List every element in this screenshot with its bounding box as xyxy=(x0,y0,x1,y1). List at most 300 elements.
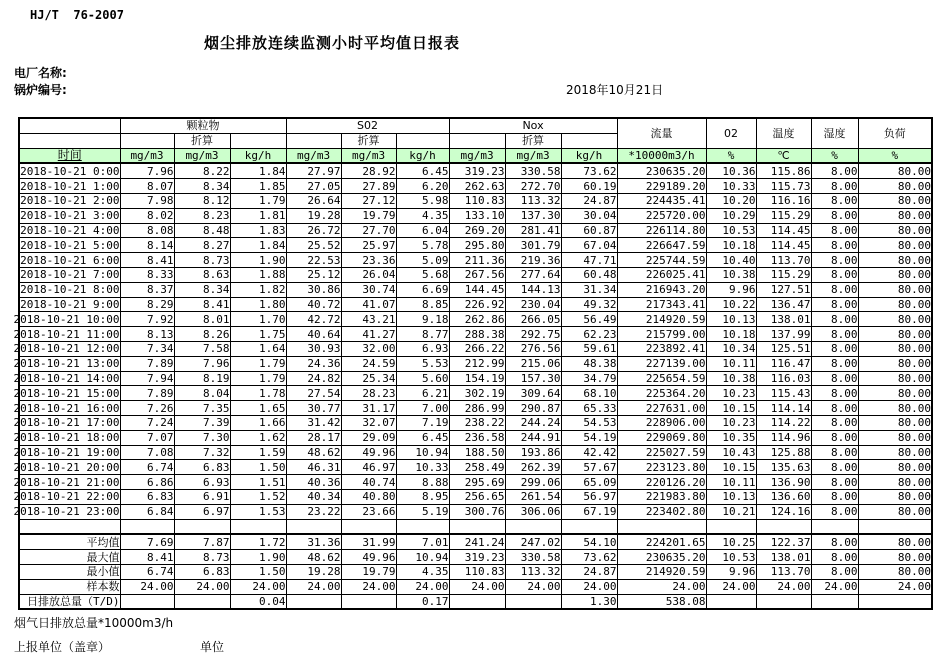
converted-header-nox: 折算 xyxy=(505,133,561,148)
value-cell: 8.26 xyxy=(174,327,230,342)
value-cell: 48.62 xyxy=(286,550,341,565)
value-cell: 230.04 xyxy=(505,297,561,312)
value-cell: 262.86 xyxy=(449,312,505,327)
value-cell: 226.92 xyxy=(449,297,505,312)
value-cell: 80.00 xyxy=(858,267,932,282)
value-cell: 60.48 xyxy=(561,267,617,282)
value-cell: 114.45 xyxy=(756,238,811,253)
value-cell: 24.59 xyxy=(341,356,396,371)
table-row xyxy=(19,564,932,579)
value-cell: 48.38 xyxy=(561,356,617,371)
value-cell: 10.13 xyxy=(706,489,756,504)
value-cell: 43.21 xyxy=(341,312,396,327)
value-cell xyxy=(706,594,756,609)
value-cell: 157.30 xyxy=(505,371,561,386)
value-cell: 136.60 xyxy=(756,489,811,504)
value-cell: 7.34 xyxy=(120,341,174,356)
value-cell: 80.00 xyxy=(858,534,932,549)
value-cell: 67.04 xyxy=(561,238,617,253)
value-cell: 4.35 xyxy=(396,208,449,223)
value-cell: 10.15 xyxy=(706,460,756,475)
table-row xyxy=(19,238,932,253)
value-cell: 8.00 xyxy=(811,430,858,445)
value-cell: 46.31 xyxy=(286,460,341,475)
value-cell: 8.23 xyxy=(174,208,230,223)
value-cell: 80.00 xyxy=(858,475,932,490)
value-cell: 7.98 xyxy=(120,193,174,208)
value-cell: 80.00 xyxy=(858,386,932,401)
value-cell: 8.00 xyxy=(811,564,858,579)
value-cell: 10.36 xyxy=(706,163,756,178)
value-cell: 0.17 xyxy=(396,594,449,609)
table-row xyxy=(19,401,932,416)
value-cell: 286.99 xyxy=(449,401,505,416)
value-cell: 8.41 xyxy=(120,550,174,565)
value-cell: 8.73 xyxy=(174,253,230,268)
value-cell: 224435.41 xyxy=(617,193,706,208)
summary-label: 日排放总量（T/D) xyxy=(19,594,120,609)
value-cell: 244.91 xyxy=(505,430,561,445)
table-row xyxy=(19,386,932,401)
time-cell: 2018-10-21 19:00 xyxy=(13,445,120,459)
value-cell: 1.83 xyxy=(230,223,286,238)
value-cell: 137.99 xyxy=(756,327,811,342)
value-cell: 73.62 xyxy=(561,550,617,565)
unit-cell: mg/m3 xyxy=(286,148,341,163)
value-cell: 80.00 xyxy=(858,253,932,268)
value-cell: 8.48 xyxy=(174,223,230,238)
value-cell: 8.12 xyxy=(174,193,230,208)
table-row xyxy=(19,534,932,549)
value-cell: 8.00 xyxy=(811,534,858,549)
unit-cell: % xyxy=(858,148,932,163)
value-cell: 226114.80 xyxy=(617,223,706,238)
value-cell xyxy=(811,519,858,534)
value-cell: 8.00 xyxy=(811,238,858,253)
value-cell: 28.92 xyxy=(341,163,396,178)
value-cell: 40.74 xyxy=(341,475,396,490)
value-cell: 80.00 xyxy=(858,327,932,342)
standard-code: HJ/T 76-2007 xyxy=(30,8,124,22)
value-cell: 258.49 xyxy=(449,460,505,475)
value-cell: 115.29 xyxy=(756,267,811,282)
table-row xyxy=(19,179,932,194)
value-cell: 5.53 xyxy=(396,356,449,371)
value-cell: 1.81 xyxy=(230,208,286,223)
value-cell: 80.00 xyxy=(858,415,932,430)
value-cell: 10.94 xyxy=(396,550,449,565)
value-cell: 288.38 xyxy=(449,327,505,342)
value-cell: 80.00 xyxy=(858,564,932,579)
table-row xyxy=(19,312,932,327)
value-cell: 225027.59 xyxy=(617,445,706,460)
value-cell: 10.33 xyxy=(706,179,756,194)
value-cell xyxy=(174,594,230,609)
time-cell: 2018-10-21 7:00 xyxy=(20,268,120,282)
value-cell: 10.25 xyxy=(706,534,756,549)
unit-cell: kg/h xyxy=(230,148,286,163)
value-cell: 8.00 xyxy=(811,297,858,312)
value-cell: 8.77 xyxy=(396,327,449,342)
value-cell: 6.93 xyxy=(174,475,230,490)
value-cell: 30.74 xyxy=(341,282,396,297)
value-cell: 7.58 xyxy=(174,341,230,356)
value-cell: 1.59 xyxy=(230,445,286,460)
value-cell: 8.00 xyxy=(811,489,858,504)
value-cell: 40.80 xyxy=(341,489,396,504)
value-cell: 1.30 xyxy=(561,594,617,609)
col-header-load: 负荷 xyxy=(858,118,932,148)
value-cell: 1.90 xyxy=(230,550,286,565)
value-cell: 8.08 xyxy=(120,223,174,238)
value-cell xyxy=(505,519,561,534)
value-cell: 262.39 xyxy=(505,460,561,475)
value-cell: 40.34 xyxy=(286,489,341,504)
value-cell: 115.29 xyxy=(756,208,811,223)
value-cell: 7.39 xyxy=(174,415,230,430)
value-cell: 24.00 xyxy=(561,579,617,594)
value-cell: 40.64 xyxy=(286,327,341,342)
value-cell: 8.00 xyxy=(811,475,858,490)
value-cell: 302.19 xyxy=(449,386,505,401)
value-cell: 113.70 xyxy=(756,253,811,268)
value-cell: 42.42 xyxy=(561,445,617,460)
value-cell: 6.74 xyxy=(120,564,174,579)
value-cell: 6.83 xyxy=(174,460,230,475)
value-cell: 144.45 xyxy=(449,282,505,297)
value-cell: 27.05 xyxy=(286,179,341,194)
value-cell: 27.70 xyxy=(341,223,396,238)
time-cell: 2018-10-21 16:00 xyxy=(13,401,120,415)
value-cell: 80.00 xyxy=(858,223,932,238)
value-cell: 221983.80 xyxy=(617,489,706,504)
time-cell: 2018-10-21 5:00 xyxy=(20,238,120,252)
monitoring-table xyxy=(13,117,933,610)
value-cell: 62.23 xyxy=(561,327,617,342)
value-cell: 212.99 xyxy=(449,356,505,371)
value-cell: 19.79 xyxy=(341,564,396,579)
value-cell: 1.79 xyxy=(230,371,286,386)
value-cell: 113.32 xyxy=(505,193,561,208)
time-header-cell: 时间 xyxy=(19,148,120,163)
value-cell: 56.49 xyxy=(561,312,617,327)
value-cell: 1.88 xyxy=(230,267,286,282)
value-cell: 225654.59 xyxy=(617,371,706,386)
value-cell: 7.01 xyxy=(396,534,449,549)
value-cell: 114.14 xyxy=(756,401,811,416)
value-cell: 10.11 xyxy=(706,356,756,371)
value-cell: 19.28 xyxy=(286,564,341,579)
table-row xyxy=(19,445,932,460)
value-cell: 7.00 xyxy=(396,401,449,416)
value-cell: 127.51 xyxy=(756,282,811,297)
value-cell: 6.69 xyxy=(396,282,449,297)
value-cell: 80.00 xyxy=(858,179,932,194)
value-cell: 1.50 xyxy=(230,460,286,475)
table-row xyxy=(19,193,932,208)
value-cell: 8.00 xyxy=(811,504,858,519)
time-cell: 2018-10-21 23:00 xyxy=(13,505,120,519)
value-cell: 226647.59 xyxy=(617,238,706,253)
value-cell: 26.04 xyxy=(341,267,396,282)
value-cell: 65.09 xyxy=(561,475,617,490)
value-cell: 27.54 xyxy=(286,386,341,401)
corner-cell xyxy=(19,133,120,148)
value-cell: 8.00 xyxy=(811,179,858,194)
value-cell: 8.22 xyxy=(174,163,230,178)
time-cell: 2018-10-21 6:00 xyxy=(20,253,120,267)
value-cell: 276.56 xyxy=(505,341,561,356)
value-cell: 80.00 xyxy=(858,163,932,178)
value-cell: 113.32 xyxy=(505,564,561,579)
value-cell: 138.01 xyxy=(756,550,811,565)
unit-cell: mg/m3 xyxy=(505,148,561,163)
value-cell xyxy=(561,519,617,534)
value-cell: 266.05 xyxy=(505,312,561,327)
value-cell: 8.41 xyxy=(174,297,230,312)
value-cell: 122.37 xyxy=(756,534,811,549)
value-cell xyxy=(449,519,505,534)
value-cell: 266.22 xyxy=(449,341,505,356)
value-cell: 8.00 xyxy=(811,341,858,356)
time-cell: 2018-10-21 3:00 xyxy=(20,209,120,223)
value-cell: 54.19 xyxy=(561,430,617,445)
value-cell: 60.87 xyxy=(561,223,617,238)
value-cell: 8.00 xyxy=(811,460,858,475)
table-row xyxy=(19,163,932,178)
value-cell: 7.96 xyxy=(174,356,230,371)
value-cell: 228906.00 xyxy=(617,415,706,430)
value-cell: 299.06 xyxy=(505,475,561,490)
value-cell: 80.00 xyxy=(858,238,932,253)
value-cell: 31.17 xyxy=(341,401,396,416)
value-cell: 49.32 xyxy=(561,297,617,312)
value-cell: 6.45 xyxy=(396,163,449,178)
value-cell: 29.09 xyxy=(341,430,396,445)
time-cell: 2018-10-21 13:00 xyxy=(13,357,120,371)
value-cell: 10.23 xyxy=(706,415,756,430)
value-cell: 1.50 xyxy=(230,564,286,579)
value-cell: 223402.80 xyxy=(617,504,706,519)
value-cell: 0.04 xyxy=(230,594,286,609)
unit-cell: *10000m3/h xyxy=(617,148,706,163)
value-cell: 7.32 xyxy=(174,445,230,460)
table-row xyxy=(19,430,932,445)
value-cell: 10.38 xyxy=(706,267,756,282)
empty-cell xyxy=(19,519,120,534)
value-cell: 80.00 xyxy=(858,282,932,297)
value-cell: 8.07 xyxy=(120,179,174,194)
value-cell: 8.02 xyxy=(120,208,174,223)
value-cell: 115.73 xyxy=(756,179,811,194)
value-cell: 1.79 xyxy=(230,193,286,208)
unit-cell: ℃ xyxy=(756,148,811,163)
unit-cell: mg/m3 xyxy=(341,148,396,163)
value-cell: 215799.00 xyxy=(617,327,706,342)
value-cell: 290.87 xyxy=(505,401,561,416)
value-cell: 224201.65 xyxy=(617,534,706,549)
value-cell: 7.92 xyxy=(120,312,174,327)
value-cell: 41.27 xyxy=(341,327,396,342)
time-cell: 2018-10-21 14:00 xyxy=(13,371,120,385)
value-cell: 1.52 xyxy=(230,489,286,504)
value-cell: 7.96 xyxy=(120,163,174,178)
unit-cell: % xyxy=(706,148,756,163)
value-cell: 28.17 xyxy=(286,430,341,445)
value-cell: 217343.41 xyxy=(617,297,706,312)
value-cell: 1.66 xyxy=(230,415,286,430)
value-cell: 10.43 xyxy=(706,445,756,460)
value-cell: 1.64 xyxy=(230,341,286,356)
value-cell: 67.19 xyxy=(561,504,617,519)
value-cell: 31.99 xyxy=(341,534,396,549)
value-cell: 10.18 xyxy=(706,327,756,342)
value-cell: 154.19 xyxy=(449,371,505,386)
unit-cell: % xyxy=(811,148,858,163)
value-cell: 1.84 xyxy=(230,238,286,253)
value-cell: 309.64 xyxy=(505,386,561,401)
value-cell: 295.80 xyxy=(449,238,505,253)
value-cell xyxy=(286,519,341,534)
value-cell: 54.10 xyxy=(561,534,617,549)
value-cell: 8.01 xyxy=(174,312,230,327)
time-cell: 2018-10-21 11:00 xyxy=(13,327,120,341)
table-row xyxy=(19,327,932,342)
value-cell: 27.97 xyxy=(286,163,341,178)
value-cell: 8.14 xyxy=(120,238,174,253)
value-cell: 1.80 xyxy=(230,297,286,312)
value-cell: 57.67 xyxy=(561,460,617,475)
value-cell: 24.87 xyxy=(561,193,617,208)
value-cell: 8.13 xyxy=(120,327,174,342)
value-cell: 6.86 xyxy=(120,475,174,490)
boiler-no-label: 锅炉编号: xyxy=(14,83,67,97)
value-cell: 8.00 xyxy=(811,253,858,268)
value-cell: 319.23 xyxy=(449,550,505,565)
value-cell: 269.20 xyxy=(449,223,505,238)
value-cell: 110.83 xyxy=(449,193,505,208)
value-cell: 136.47 xyxy=(756,297,811,312)
time-cell: 2018-10-21 12:00 xyxy=(13,342,120,356)
value-cell: 216943.20 xyxy=(617,282,706,297)
value-cell: 27.89 xyxy=(341,179,396,194)
value-cell: 225364.20 xyxy=(617,386,706,401)
value-cell: 25.34 xyxy=(341,371,396,386)
value-cell: 1.85 xyxy=(230,179,286,194)
value-cell: 125.51 xyxy=(756,341,811,356)
table-row xyxy=(19,594,932,609)
value-cell: 6.83 xyxy=(174,564,230,579)
value-cell: 8.00 xyxy=(811,267,858,282)
value-cell: 26.72 xyxy=(286,223,341,238)
value-cell: 24.82 xyxy=(286,371,341,386)
value-cell: 6.74 xyxy=(120,460,174,475)
unit-label: 单位 xyxy=(200,640,225,654)
value-cell: 9.96 xyxy=(706,564,756,579)
value-cell: 10.15 xyxy=(706,401,756,416)
value-cell xyxy=(120,594,174,609)
value-cell: 6.83 xyxy=(120,489,174,504)
value-cell: 5.19 xyxy=(396,504,449,519)
value-cell: 116.47 xyxy=(756,356,811,371)
value-cell: 19.79 xyxy=(341,208,396,223)
unit-cell: mg/m3 xyxy=(174,148,230,163)
value-cell: 8.27 xyxy=(174,238,230,253)
value-cell: 8.00 xyxy=(811,445,858,460)
value-cell: 24.87 xyxy=(561,564,617,579)
value-cell: 110.83 xyxy=(449,564,505,579)
value-cell xyxy=(756,594,811,609)
value-cell: 10.35 xyxy=(706,430,756,445)
value-cell: 6.84 xyxy=(120,504,174,519)
value-cell: 32.07 xyxy=(341,415,396,430)
value-cell: 8.33 xyxy=(120,267,174,282)
value-cell: 10.53 xyxy=(706,223,756,238)
value-cell: 113.70 xyxy=(756,564,811,579)
value-cell: 80.00 xyxy=(858,208,932,223)
value-cell: 114.45 xyxy=(756,223,811,238)
summary-label: 平均值 xyxy=(19,534,120,549)
time-cell: 2018-10-21 9:00 xyxy=(20,297,120,311)
value-cell: 80.00 xyxy=(858,460,932,475)
value-cell: 1.78 xyxy=(230,386,286,401)
header-row-groups xyxy=(19,118,932,133)
value-cell: 215.06 xyxy=(505,356,561,371)
value-cell: 220126.20 xyxy=(617,475,706,490)
value-cell: 24.00 xyxy=(617,579,706,594)
value-cell: 7.24 xyxy=(120,415,174,430)
value-cell: 211.36 xyxy=(449,253,505,268)
summary-label: 样本数 xyxy=(19,579,120,594)
value-cell: 80.00 xyxy=(858,430,932,445)
value-cell: 42.72 xyxy=(286,312,341,327)
value-cell: 10.21 xyxy=(706,504,756,519)
value-cell: 1.53 xyxy=(230,504,286,519)
report-date: 2018年10月21日 xyxy=(566,83,664,97)
value-cell: 10.11 xyxy=(706,475,756,490)
value-cell: 65.33 xyxy=(561,401,617,416)
value-cell: 10.23 xyxy=(706,386,756,401)
value-cell: 24.00 xyxy=(396,579,449,594)
value-cell: 5.78 xyxy=(396,238,449,253)
summary-label: 最大值 xyxy=(19,550,120,565)
value-cell: 24.00 xyxy=(449,579,505,594)
value-cell: 330.58 xyxy=(505,550,561,565)
value-cell: 295.69 xyxy=(449,475,505,490)
value-cell: 30.04 xyxy=(561,208,617,223)
value-cell: 6.91 xyxy=(174,489,230,504)
value-cell xyxy=(174,519,230,534)
value-cell: 8.00 xyxy=(811,401,858,416)
unit-cell: mg/m3 xyxy=(120,148,174,163)
value-cell: 8.00 xyxy=(811,386,858,401)
value-cell: 24.00 xyxy=(286,579,341,594)
value-cell: 229189.20 xyxy=(617,179,706,194)
time-cell: 2018-10-21 20:00 xyxy=(13,460,120,474)
value-cell: 193.86 xyxy=(505,445,561,460)
table-row xyxy=(19,475,932,490)
value-cell: 8.00 xyxy=(811,223,858,238)
value-cell: 261.54 xyxy=(505,489,561,504)
value-cell: 24.00 xyxy=(811,579,858,594)
value-cell xyxy=(858,519,932,534)
value-cell: 8.41 xyxy=(120,253,174,268)
table-row xyxy=(19,253,932,268)
value-cell: 49.96 xyxy=(341,550,396,565)
value-cell: 292.75 xyxy=(505,327,561,342)
value-cell: 5.09 xyxy=(396,253,449,268)
value-cell: 188.50 xyxy=(449,445,505,460)
